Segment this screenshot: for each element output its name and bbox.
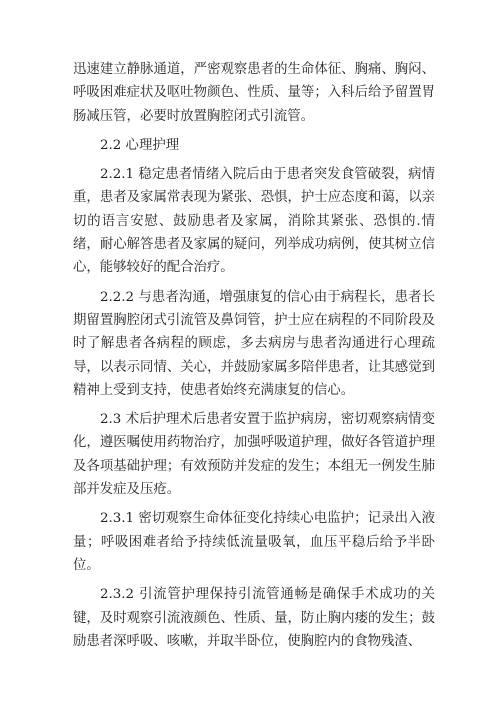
section-heading-psych-care: 2.2 心理护理 — [100, 137, 180, 153]
paragraph-postop-care: 2.3 术后护理术后患者安置于监护病房，密切观察病情变化，遵医嘱使用药物治疗，加强呼吸道护理，做好各管道护理及各项基础护理；有效预防并发症的发生；本组无一例发生肺部并发症及压疮。 — [73, 412, 435, 498]
paragraph-continuation: 迅速建立静脉通道，严密观察患者的生命体征、胸痛、胸闷、呼吸困难症状及呕吐物颜色、性质、量等；入科后给予留置胃肠减压管，必要时放置胸腔闭式引流管。 — [73, 62, 435, 124]
paragraph-stabilize-emotion: 2.2.1 稳定患者情绪入院后由于患者突发食管破裂，病情重，患者及家属常表现为紧张、恐惧，护士应态度和蔼，以亲切的语言安慰、鼓励患者及家属，消除其紧张、恐惧的.情绪，耐心解答患者及家属的疑问，列举成功病例，使其树立信心，能够较好的配合治疗。 — [73, 167, 435, 276]
paragraph-drainage-care: 2.3.2 引流管护理保持引流管通畅是确保手术成功的关键，及时观察引流液颜色、性质、量，防止胸内瘘的发生；鼓励患者深呼吸、咳嗽，并取半卧位，使胸腔内的食物残渣、 — [73, 587, 435, 649]
paragraph-communicate-patient: 2.2.2 与患者沟通，增强康复的信心由于病程长，患者长期留置胸腔闭式引流管及鼻饲管，护士应在病程的不同阶段及时了解患者各病程的顾虑，多去病房与患者沟通进行心理疏导，以表示同情、关心，并鼓励家属多陪伴患者，让其感觉到精神上受到支持，使患者始终充满康复的信心。 — [73, 289, 435, 398]
document-body — [73, 58, 435, 659]
paragraph-vital-signs: 2.3.1 密切观察生命体征变化持续心电监护；记录出入液量；呼吸困难者给予持续低流量吸氧，血压平稳后给予半卧位。 — [73, 511, 435, 573]
